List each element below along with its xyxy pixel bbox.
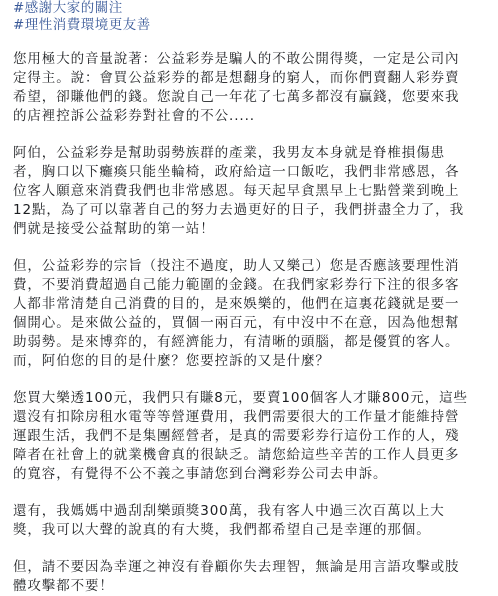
text-line: 個開心。是來做公益的，買個一兩百元，有中沒中不在意，因為他想幫 xyxy=(13,315,460,331)
hashtag-link[interactable]: #感謝大家的關注 xyxy=(13,0,123,16)
text-line: 的寬容，有覺得不公不義之事請您到台灣彩券公司去申訴。 xyxy=(13,466,388,482)
text-line: 們就是接受公益幫助的第一站！ xyxy=(13,221,215,237)
text-line: 體攻擊都不要！ xyxy=(13,578,114,594)
text-line: 費，不要消費超過自己能力範圍的金錢。在我們家彩券行下注的很多客 xyxy=(13,277,460,293)
hashtag-list xyxy=(13,0,488,34)
text-line: 助弱勢。是來博弈的，有經濟能力，有清晰的頭腦，都是優質的客人。 xyxy=(13,334,460,350)
text-line: 定得主。說：會買公益彩券的都是想翻身的窮人，而你們賣翻人彩券賣 xyxy=(13,70,460,86)
paragraph xyxy=(13,257,488,371)
text-line: 者，胸口以下癱瘓只能坐輪椅，政府給這一口飯吃，我們非常感恩，各 xyxy=(13,164,460,180)
text-line: 獎，我可以大聲的說真的有大獎，我們都希望自己是幸運的那個。 xyxy=(13,522,431,538)
paragraph xyxy=(13,389,488,484)
text-line: 人都非常清楚自己消費的目的，是來娛樂的，他們在這裏花錢就是要一 xyxy=(13,296,460,312)
paragraph xyxy=(13,558,488,596)
text-line: 您用極大的音量說著：公益彩券是騙人的不敢公開得獎，一定是公司內 xyxy=(13,51,460,67)
text-line: 運跟生活，我們不是集團經營者，是真的需要彩券行這份工作的人，殘 xyxy=(13,428,460,444)
text-line: 還沒有扣除房租水電等等營運費用，我們需要很大的工作量才能維持營 xyxy=(13,409,460,425)
paragraph xyxy=(13,50,488,126)
text-line: 12點，為了可以靠著自己的努力去過更好的日子，我們拼盡全力了，我 xyxy=(13,202,464,218)
text-line: 但，公益彩券的宗旨（投注不過度，助人又樂己）您是否應該要理性消 xyxy=(13,258,460,274)
text-line: 障者在社會上的就業機會真的很缺乏。請您給這些辛苦的工作人員更多 xyxy=(13,447,460,463)
text-line: 阿伯，公益彩券是幫助弱勢族群的產業，我男友本身就是脊椎損傷患 xyxy=(13,145,445,161)
text-line: 還有，我媽媽中過刮刮樂頭獎300萬，我有客人中過三次百萬以上大 xyxy=(13,503,445,519)
paragraph xyxy=(13,502,488,540)
text-line: 的店裡控訴公益彩券對社會的不公..... xyxy=(13,108,255,124)
text-line: 但，請不要因為幸運之神沒有眷顧你失去理智，無論是用言語攻擊或肢 xyxy=(13,559,460,575)
text-line: 希望，卻賺他們的錢。您說自己一年花了七萬多都沒有贏錢，您要來我 xyxy=(13,89,460,105)
text-line: 您買大樂透100元，我們只有賺8元，要賣100個客人才賺800元，這些 xyxy=(13,390,468,406)
text-line: 位客人願意來消費我們也非常感恩。每天起早貪黑早上七點營業到晚上 xyxy=(13,183,460,199)
paragraph xyxy=(13,144,488,239)
text-line: 而，阿伯您的目的是什麼？您要控訴的又是什麼？ xyxy=(13,353,330,369)
hashtag-link[interactable]: #理性消費環境更友善 xyxy=(13,17,151,33)
